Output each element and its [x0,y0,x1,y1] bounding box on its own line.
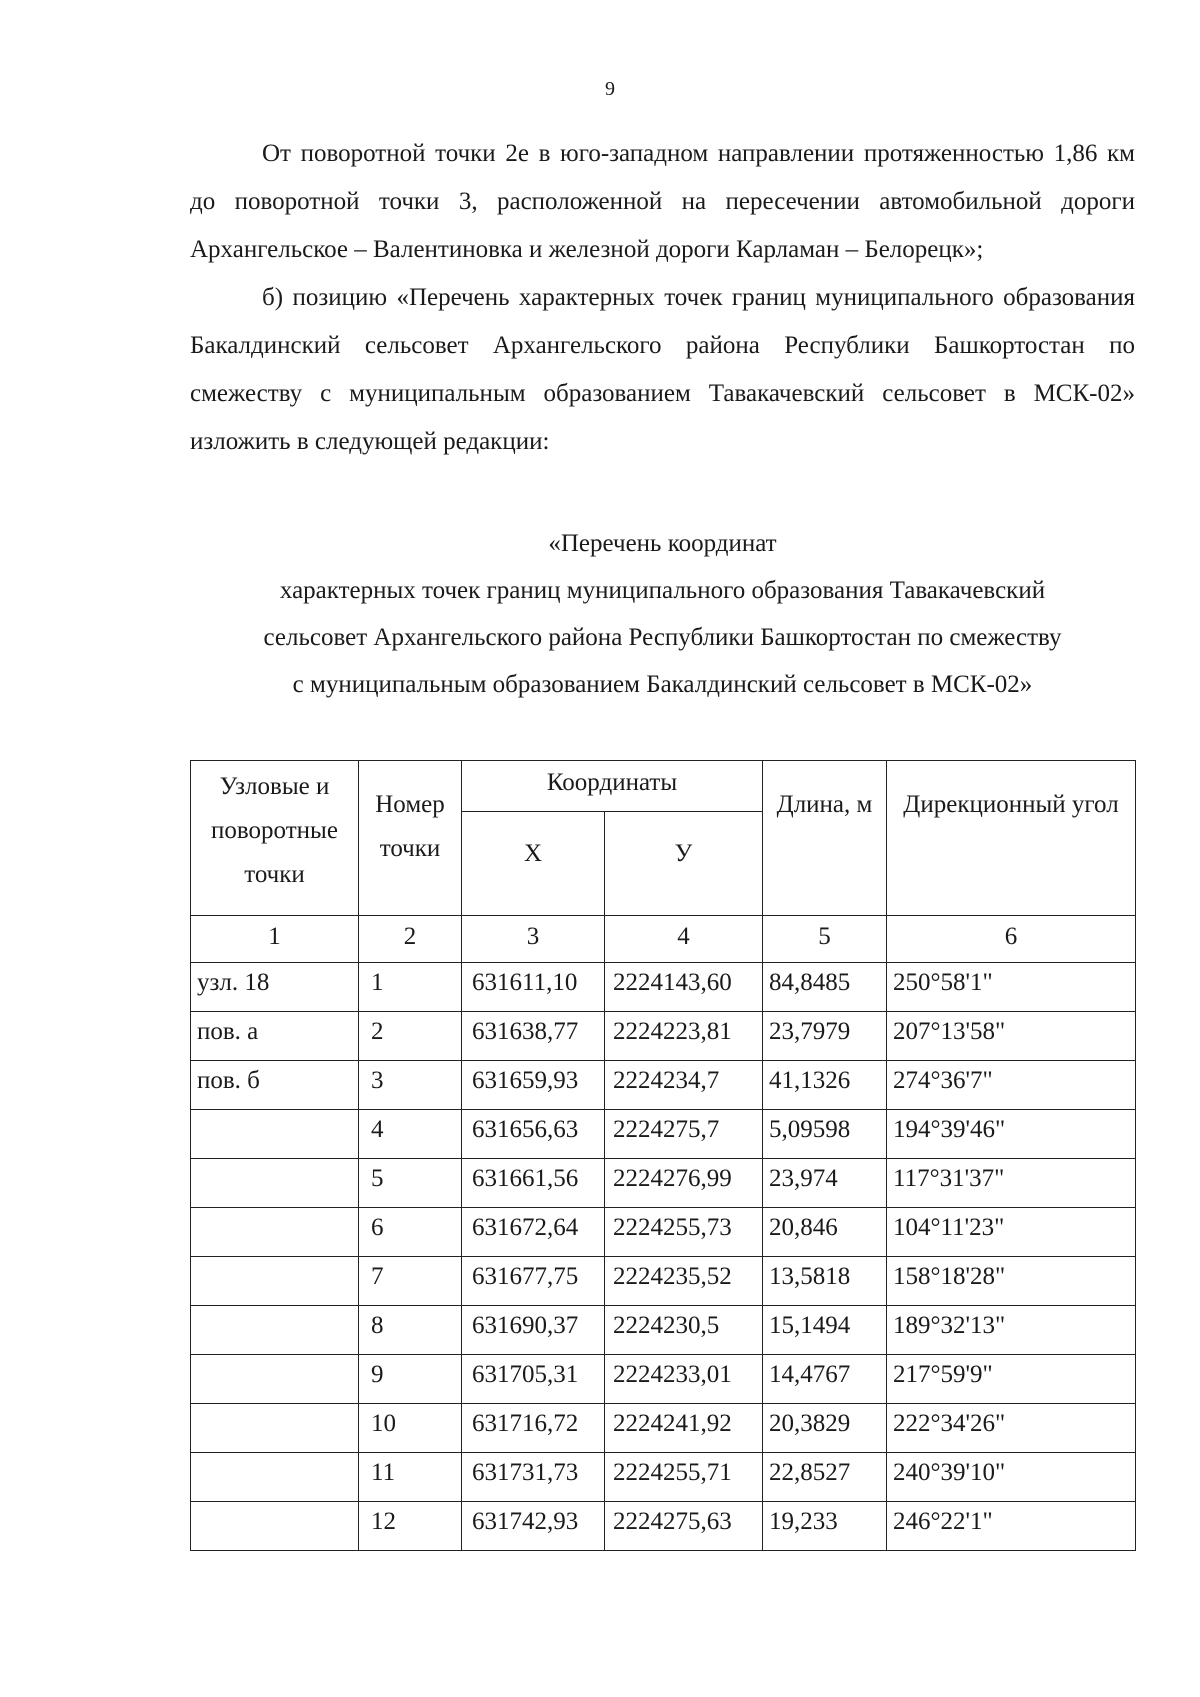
cell-number: 11 [359,1453,462,1502]
cell-length: 20,3829 [763,1404,887,1453]
cell-angle: 207°13'58" [887,1012,1136,1061]
cell-node: узл. 18 [191,963,359,1012]
header-node: Узловые и поворотные точки [191,761,359,916]
cell-angle: 158°18'28" [887,1257,1136,1306]
cell-length: 22,8527 [763,1453,887,1502]
cell-length: 5,09598 [763,1110,887,1159]
header-point-number: Номер точки [359,761,462,916]
cell-number: 4 [359,1110,462,1159]
column-index: 4 [605,916,763,963]
cell-x: 631638,77 [462,1012,605,1061]
cell-number: 2 [359,1012,462,1061]
table-header [191,761,1136,963]
cell-node [191,1159,359,1208]
cell-y: 2224230,5 [605,1306,763,1355]
header-x: Х [462,812,605,916]
cell-node [191,1404,359,1453]
cell-length: 19,233 [763,1502,887,1551]
cell-number: 9 [359,1355,462,1404]
cell-node [191,1453,359,1502]
table-row [191,1257,1136,1306]
cell-x: 631690,37 [462,1306,605,1355]
caption-line: «Перечень координат [548,530,777,557]
cell-angle: 117°31'37" [887,1159,1136,1208]
cell-y: 2224241,92 [605,1404,763,1453]
cell-number: 12 [359,1502,462,1551]
cell-number: 10 [359,1404,462,1453]
cell-node [191,1502,359,1551]
cell-y: 2224233,01 [605,1355,763,1404]
table-row [191,1061,1136,1110]
cell-length: 15,1494 [763,1306,887,1355]
table-row [191,1306,1136,1355]
cell-x: 631611,10 [462,963,605,1012]
cell-x: 631659,93 [462,1061,605,1110]
cell-node [191,1208,359,1257]
header-y: У [605,812,763,916]
cell-x: 631661,56 [462,1159,605,1208]
cell-x: 631742,93 [462,1502,605,1551]
cell-angle: 240°39'10" [887,1453,1136,1502]
cell-x: 631716,72 [462,1404,605,1453]
column-index: 2 [359,916,462,963]
cell-angle: 250°58'1" [887,963,1136,1012]
cell-y: 2224143,60 [605,963,763,1012]
cell-x: 631731,73 [462,1453,605,1502]
cell-x: 631656,63 [462,1110,605,1159]
table-row [191,1355,1136,1404]
table-row [191,1012,1136,1061]
table-body [191,963,1136,1551]
cell-number: 8 [359,1306,462,1355]
cell-angle: 194°39'46" [887,1110,1136,1159]
cell-y: 2224223,81 [605,1012,763,1061]
body-text [190,130,1135,466]
table-row [191,1159,1136,1208]
cell-x: 631677,75 [462,1257,605,1306]
cell-length: 23,7979 [763,1012,887,1061]
cell-y: 2224234,7 [605,1061,763,1110]
table-row [191,1404,1136,1453]
cell-number: 6 [359,1208,462,1257]
caption-line: сельсовет Архангельского района Республики Башкортостан по смежеству [263,624,1062,651]
cell-node [191,1355,359,1404]
cell-length: 13,5818 [763,1257,887,1306]
cell-node: пов. б [191,1061,359,1110]
column-index: 5 [763,916,887,963]
cell-angle: 274°36'7" [887,1061,1136,1110]
cell-angle: 189°32'13" [887,1306,1136,1355]
cell-angle: 246°22'1" [887,1502,1136,1551]
page-number: 9 [605,78,615,100]
cell-angle: 217°59'9" [887,1355,1136,1404]
header-length: Длина, м [763,761,887,916]
column-index: 6 [887,916,1136,963]
coordinates-table [190,760,1136,1551]
cell-angle: 104°11'23" [887,1208,1136,1257]
cell-length: 14,4767 [763,1355,887,1404]
cell-node: пов. а [191,1012,359,1061]
column-index: 1 [191,916,359,963]
cell-x: 631705,31 [462,1355,605,1404]
header-direction: Дирекционный угол [887,761,1136,916]
header-coordinates: Координаты [462,761,763,812]
cell-length: 23,974 [763,1159,887,1208]
cell-number: 7 [359,1257,462,1306]
cell-y: 2224275,63 [605,1502,763,1551]
column-index-row [191,916,1136,963]
cell-length: 41,1326 [763,1061,887,1110]
caption-line: с муниципальным образованием Бакалдинский сельсовет в МСК-02» [292,671,1033,698]
cell-node [191,1257,359,1306]
table-caption [190,520,1135,708]
cell-number: 3 [359,1061,462,1110]
cell-y: 2224235,52 [605,1257,763,1306]
table-row [191,1208,1136,1257]
column-index: 3 [462,916,605,963]
cell-y: 2224255,71 [605,1453,763,1502]
table-row [191,1110,1136,1159]
table-row [191,1502,1136,1551]
paragraph: б) позицию «Перечень характерных точек границ муниципального образования Бакалдинский сельсовет Архангельского района Республики Башкортостан по смежеству с муниципальным образованием Тавакачевский сельсовет в МСК-02» изложить в следующей редакции: [190,284,1135,455]
cell-angle: 222°34'26" [887,1404,1136,1453]
cell-number: 5 [359,1159,462,1208]
cell-length: 84,8485 [763,963,887,1012]
cell-node [191,1110,359,1159]
cell-number: 1 [359,963,462,1012]
cell-x: 631672,64 [462,1208,605,1257]
cell-y: 2224276,99 [605,1159,763,1208]
paragraph: От поворотной точки 2е в юго-западном направлении протяженностью 1,86 км до поворотной точки 3, расположенной на пересечении автомобильной дороги Архангельское – Валентиновка и железной дороги Карламан – Белорецк»; [190,140,1135,263]
cell-length: 20,846 [763,1208,887,1257]
table-row [191,963,1136,1012]
cell-y: 2224275,7 [605,1110,763,1159]
table-row [191,1453,1136,1502]
cell-y: 2224255,73 [605,1208,763,1257]
cell-node [191,1306,359,1355]
caption-line: характерных точек границ муниципального образования Тавакачевский [279,577,1046,604]
